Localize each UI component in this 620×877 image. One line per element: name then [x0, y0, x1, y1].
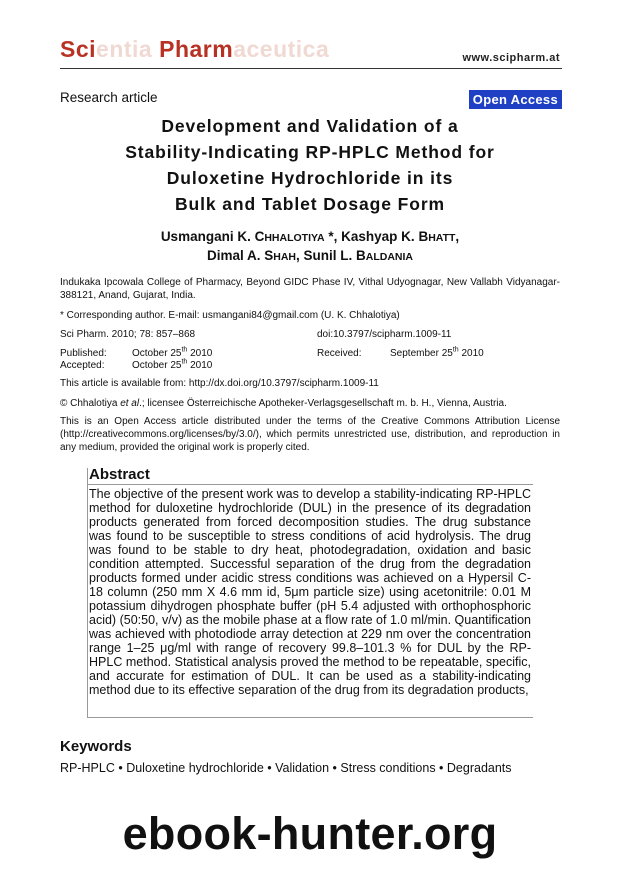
title-line: Bulk and Tablet Dosage Form — [175, 194, 445, 214]
journal-reference: Sci Pharm. 2010; 78: 857–868 — [60, 329, 196, 340]
title-line: Duloxetine Hydrochloride in its — [166, 168, 454, 188]
journal-logo-part: Sci — [60, 36, 97, 62]
author-surname-rest: HAH — [273, 251, 296, 263]
received-date — [317, 347, 484, 360]
author-surname-cap: C — [254, 229, 265, 244]
author-surname-rest: HHALOTIYA — [264, 232, 325, 244]
accepted-month: October 25 — [132, 360, 182, 371]
author-line — [60, 247, 560, 266]
published-month: October 25 — [132, 348, 182, 359]
accepted-sup: th — [181, 358, 188, 366]
accepted-year: 2010 — [187, 360, 213, 371]
affiliation: Indukaka Ipcowala College of Pharmacy, Beyond GIDC Phase IV, Vithal Udyognagar, New Vallabh Vidyanagar-388121, Anand, Gujarat, India. — [60, 277, 560, 301]
journal-logo-part: entia — [96, 36, 160, 62]
keywords-list: RP-HPLC • Duloxetine hydrochloride • Validation • Stress conditions • Degradants — [60, 761, 512, 775]
corresponding-author: * Corresponding author. E-mail: usmangani84@gmail.com (U. K. Chhalotiya) — [60, 310, 400, 321]
keywords-heading: Keywords — [60, 738, 132, 755]
corresponding-mark: *, — [324, 229, 342, 244]
accepted-label: Accepted: — [60, 360, 105, 371]
published-sup: th — [181, 346, 188, 354]
copyright-suffix: .; licensee Österreichische Apotheker-Verlagsgesellschaft m. b. H., Vienna, Austria. — [139, 398, 507, 409]
received-year: 2010 — [458, 348, 484, 359]
journal-website-link[interactable]: www.scipharm.at — [462, 52, 560, 64]
author-surname-rest: ALDANIA — [365, 251, 414, 263]
author-name: Sunil L. — [303, 248, 357, 263]
title-line: Development and Validation of a — [161, 116, 459, 136]
received-sup: th — [452, 346, 459, 354]
journal-logo-part: Pharm — [159, 36, 234, 62]
copyright-etal: et al — [120, 398, 140, 409]
journal-logo-part: aceutica — [233, 36, 330, 62]
author-list — [60, 228, 560, 266]
author-surname-rest: HATT — [428, 232, 456, 244]
article-type-label: Research article — [60, 90, 158, 105]
abstract-text: The objective of the present work was to develop a stability-indicating RP-HPLC method for duloxetine hydrochloride (DUL) in the presence of its degradation products generated from forced decomposition studies. The drug substance was found to be susceptible to stress conditions of acid hydrolysis. The drug was found to be stable to dry heat, photodegradation, oxidation and basic condition attempted. Successful separation of the drug from the degradation products formed under acidic stress conditions was achieved on a Hypersil C-18 column (250 mm X 4.6 mm id, 5μm particle size) using acetonitrile: 0.01 M potassium dihydrogen phosphate buffer (pH 5.4 adjusted with orthophosphoric acid) (50:50, v/v) as the mobile phase at a flow rate of 1.0 ml/min. Quantification was achieved with photodiode array detection at 229 nm over the concentration range 1–25 μg/ml with range of recovery 99.8–101.3 % for DUL by the RP-HPLC method. Statistical analysis proved the method to be repeatable, specific, and accurate for estimation of DUL. It can be used as a stability-indicating method due to its effective separation of the drug from its degradation products, — [89, 487, 531, 697]
open-access-badge: Open Access — [469, 90, 562, 109]
author-name: Dimal A. — [206, 248, 265, 263]
article-title — [60, 113, 560, 217]
watermark-text: ebook-hunter.org — [122, 808, 498, 859]
published-label: Published: — [60, 348, 107, 359]
author-surname-cap: S — [264, 248, 274, 263]
copyright-notice — [60, 397, 507, 410]
abstract-heading: Abstract — [89, 466, 150, 483]
availability-note: This article is available from: http://dx.doi.org/10.3797/scipharm.1009-11 — [60, 378, 379, 389]
license-statement: This is an Open Access article distributed under the terms of the Creative Commons Attribution License (http://creativecommons.org/licenses/by/3.0/), which permits unrestricted use, distribution, and reproduction in any medium, provided the original work is properly cited. — [60, 416, 560, 453]
accepted-date — [60, 359, 212, 372]
abstract-divider — [87, 484, 533, 485]
author-surname-cap: B — [356, 248, 366, 263]
author-surname-cap: B — [418, 229, 429, 244]
author-separator: , — [296, 248, 304, 263]
author-name: Usmangani K. — [160, 229, 255, 244]
received-month: September 25 — [390, 348, 453, 359]
title-line: Stability-Indicating RP-HPLC Method for — [125, 142, 495, 162]
received-label: Received: — [317, 348, 362, 359]
copyright-prefix: © Chhalotiya — [60, 398, 121, 409]
journal-logo — [60, 36, 329, 63]
author-separator: , — [455, 229, 460, 244]
header-divider — [60, 68, 562, 69]
author-name: Kashyap K. — [341, 229, 419, 244]
author-line — [60, 228, 560, 247]
doi[interactable]: doi:10.3797/scipharm.1009-11 — [317, 329, 452, 340]
published-year: 2010 — [187, 348, 213, 359]
